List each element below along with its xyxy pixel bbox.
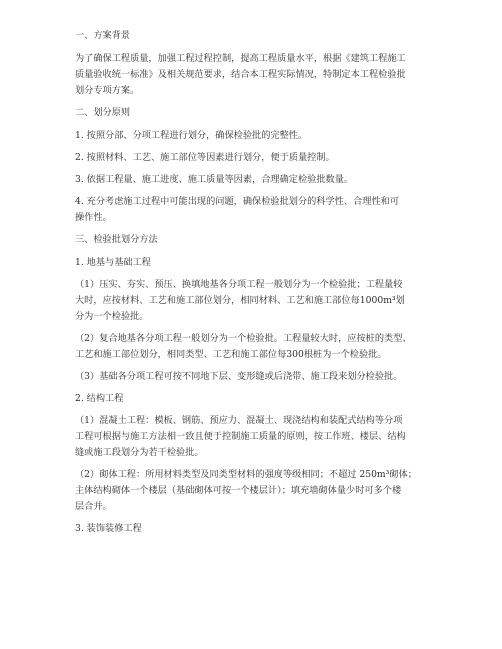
structure-item-1 xyxy=(75,413,435,461)
text-line: （2）砌体工程：所用材料类型及同类型材料的强度等级相同；不超过 250m³砌体； xyxy=(75,469,417,480)
foundation-item-1 xyxy=(75,277,435,325)
text-line: 2. 按照材料、工艺、施工部位等因素进行划分，便于质量控制。 xyxy=(75,152,335,163)
section-heading-principles xyxy=(75,105,435,121)
structure-item-2 xyxy=(75,467,435,515)
text-line: 主体结构砌体一个楼层（基础砌体可按一个楼层计）；填充墙砌体量少时可多个楼 xyxy=(75,485,402,496)
text-line: （1）压实、夯实、预压、换填地基各分项工程一般划分为一个检验批；工程量较 xyxy=(75,279,403,290)
text-line: 大时，应按材料、工艺和施工部位划分，相同材料、工艺和施工部位每1000m³划 xyxy=(75,295,405,306)
text-line: 3. 装饰装修工程 xyxy=(75,523,142,534)
text-line: （1）混凝土工程：模板、钢筋、预应力、混凝土、现浇结构和装配式结构等分项 xyxy=(75,415,403,426)
text-line: （2）复合地基各分项工程一般划分为一个检验批。工程量较大时，应按桩的类型、 xyxy=(75,333,412,344)
text-line: 4. 充分考虑施工过程中可能出现的问题，确保检验批划分的科学性、合理性和可 xyxy=(75,196,400,207)
text-line: 工程可根据与施工方法相一致且便于控制施工质量的原则，按工作班、楼层、结构 xyxy=(75,431,406,442)
text-line: 2. 结构工程 xyxy=(75,393,124,404)
text-line: 缝或施工段划分为若干检验批。 xyxy=(75,447,204,458)
principle-item-3 xyxy=(75,172,435,188)
principle-item-1 xyxy=(75,128,435,144)
paragraph-background xyxy=(75,51,435,99)
text-line: 二、划分原则 xyxy=(75,107,131,118)
section-heading-background xyxy=(75,28,435,44)
subheading-foundation xyxy=(75,255,435,271)
text-line: 质量验收统一标准》及相关规范要求，结合本工程实际情况，特制定本工程检验批 xyxy=(75,69,406,80)
text-line: 为了确保工程质量，加强工程过程控制，提高工程质量水平，根据《建筑工程施工 xyxy=(75,53,406,64)
principle-item-2 xyxy=(75,150,435,166)
text-line: 一、方案背景 xyxy=(75,30,131,41)
text-line: 1. 地基与基础工程 xyxy=(75,257,151,268)
text-line: 划分专项方案。 xyxy=(75,85,140,96)
section-heading-methods xyxy=(75,232,435,248)
foundation-item-2 xyxy=(75,331,435,363)
text-line: 3. 依据工程量、施工进度、施工质量等因素，合理确定检验批数量。 xyxy=(75,174,354,185)
subheading-decoration xyxy=(75,521,435,537)
text-line: 层合并。 xyxy=(75,501,112,512)
text-line: 工艺和施工部位划分，相同类型、工艺和施工部位每300根桩为一个检验批。 xyxy=(75,349,387,360)
foundation-item-3 xyxy=(75,369,435,385)
document-body xyxy=(75,28,435,543)
text-line: 分为一个检验批。 xyxy=(75,311,149,322)
principle-item-4 xyxy=(75,194,435,226)
text-line: 1. 按照分部、分项工程进行划分，确保检验批的完整性。 xyxy=(75,130,308,141)
text-line: （3）基础各分项工程可按不同地下层、变形缝或后浇带、施工段来划分检验批。 xyxy=(75,371,403,382)
text-line: 三、检验批划分方法 xyxy=(75,234,158,245)
text-line: 操作性。 xyxy=(75,212,112,223)
subheading-structure xyxy=(75,391,435,407)
